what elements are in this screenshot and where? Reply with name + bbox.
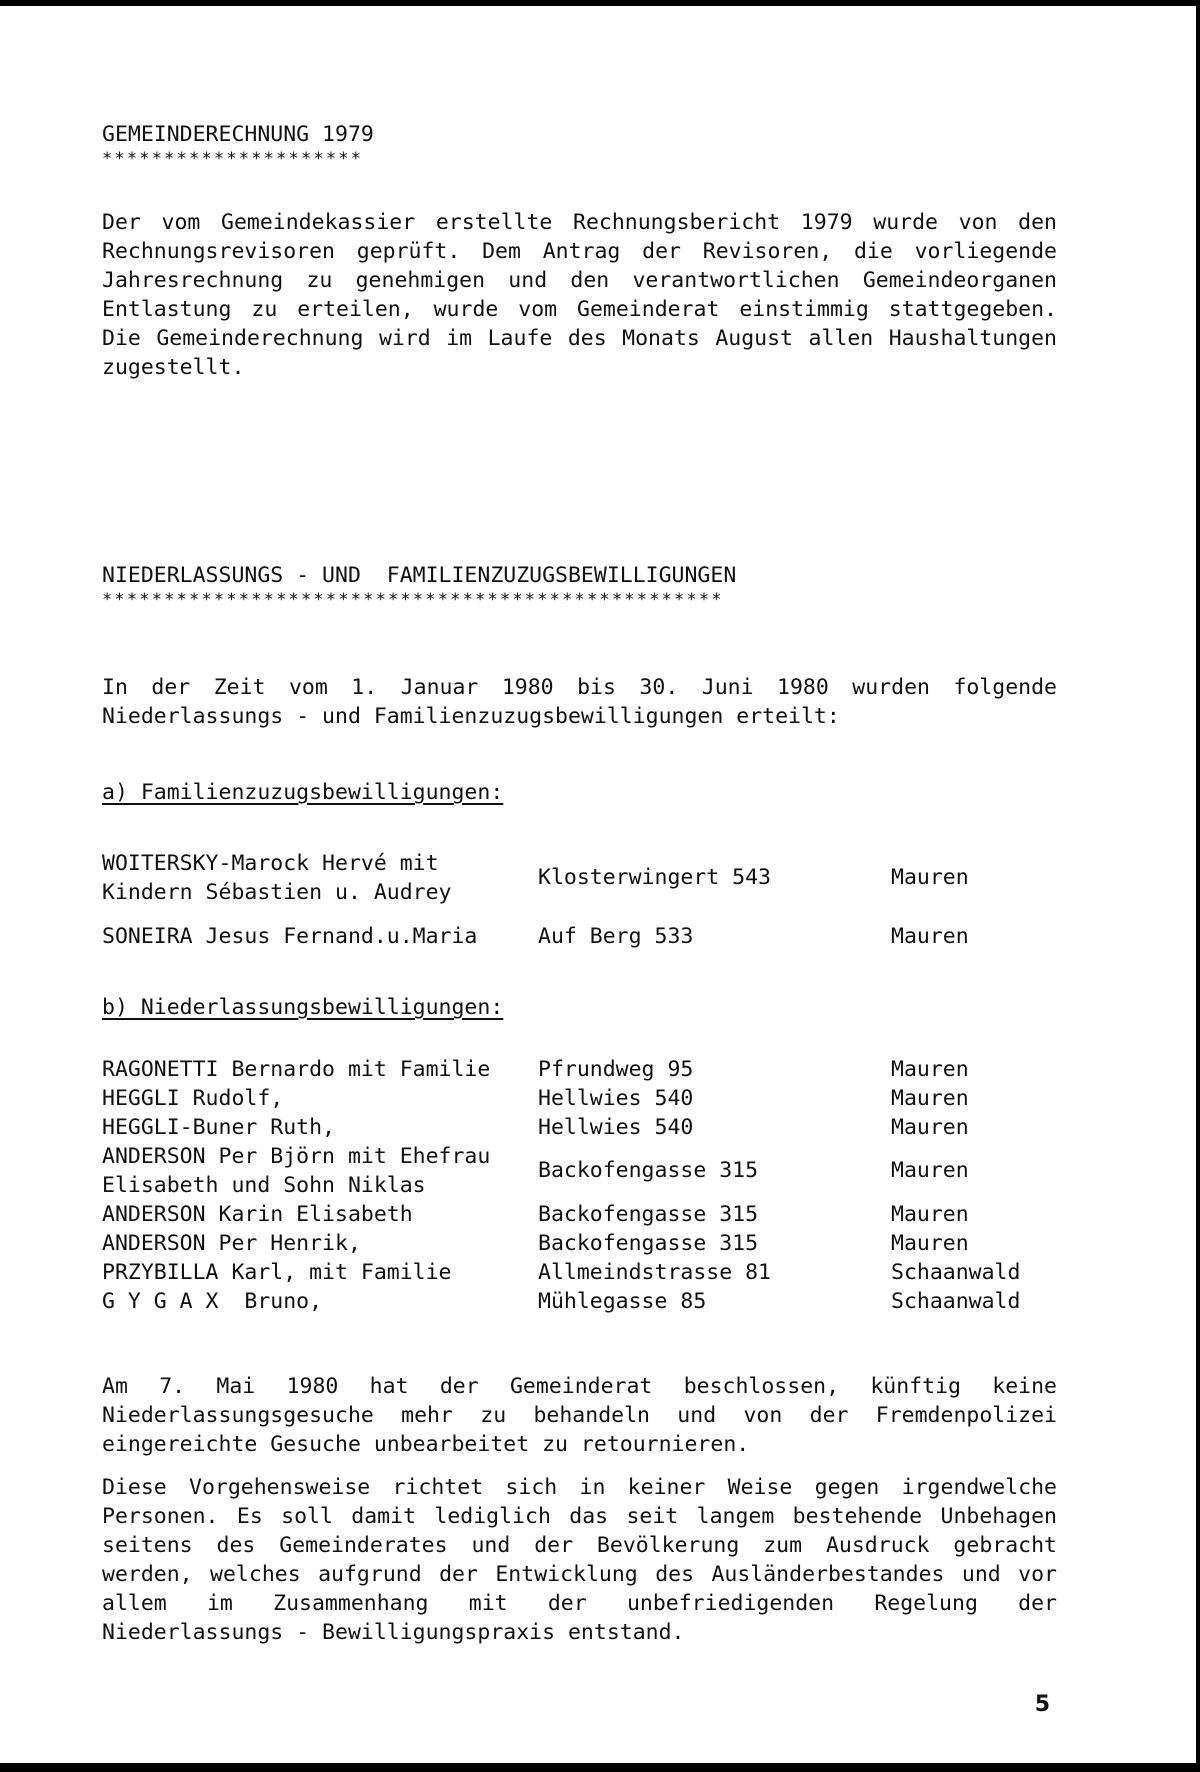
page-number: 5 [1034, 1692, 1050, 1717]
section-title-underline: ************************************************** [102, 590, 724, 610]
row-place: Mauren [891, 1231, 969, 1256]
row-name: G Y G A X Bruno, [102, 1289, 323, 1314]
row-name: ANDERSON Karin Elisabeth [102, 1202, 413, 1227]
row-place: Mauren [891, 1057, 969, 1082]
subheading-niederlassung: b) Niederlassungsbewilligungen: [102, 995, 504, 1020]
row-name: PRZYBILLA Karl, mit Familie [102, 1260, 452, 1285]
row-name-continued: Kindern Sébastien u. Audrey [102, 880, 452, 905]
row-address: Backofengasse 315 [538, 1202, 759, 1227]
row-place: Mauren [891, 924, 969, 949]
row-name: SONEIRA Jesus Fernand.u.Maria [102, 924, 478, 949]
row-place: Mauren [891, 1202, 969, 1227]
row-address: Mühlegasse 85 [538, 1289, 707, 1314]
row-address: Backofengasse 315 [538, 1158, 759, 1183]
row-name: WOITERSKY-Marock Hervé mit [102, 851, 439, 876]
table-row [102, 1258, 1062, 1287]
row-name: ANDERSON Per Henrik, [102, 1231, 361, 1256]
table-row [102, 1084, 1062, 1113]
row-name: HEGGLI Rudolf, [102, 1086, 284, 1111]
row-address: Allmeindstrasse 81 [538, 1260, 771, 1285]
row-address: Hellwies 540 [538, 1115, 694, 1140]
row-name: HEGGLI-Buner Ruth, [102, 1115, 335, 1140]
paragraph-gemeinderechnung: Der vom Gemeindekassier erstellte Rechnungsbericht 1979 wurde von den Rechnungsrevisoren geprüft. Dem Antrag der Revisoren, die vorliegende Jahresrechnung zu genehmigen und den verantwortlichen Gemeindeorganen Entlastung zu erteilen, wurde vom Gemeinderat einstimmig stattgegeben. Die Gemeinderechnung wird im Laufe des Monats August allen Haushaltungen zugestellt. [102, 210, 1057, 380]
table-row [102, 1055, 1062, 1084]
document-page [0, 6, 1196, 1763]
row-place: Mauren [891, 1158, 969, 1183]
table-row [102, 1142, 1062, 1200]
section-title-gemeinderechnung: GEMEINDERECHNUNG 1979 [102, 122, 374, 147]
row-name: ANDERSON Per Björn mit Ehefrau [102, 1144, 491, 1169]
table-row [102, 1200, 1062, 1229]
table-row [102, 849, 1062, 907]
table-row [102, 1287, 1062, 1316]
section-title-niederlassungen: NIEDERLASSUNGS - UND FAMILIENZUZUGSBEWILLIGUNGEN [102, 563, 737, 588]
table-row [102, 922, 1062, 951]
row-place: Mauren [891, 865, 969, 890]
row-address: Klosterwingert 543 [538, 865, 771, 890]
row-place: Schaanwald [891, 1260, 1021, 1285]
table-row [102, 1113, 1062, 1142]
row-address: Auf Berg 533 [538, 924, 694, 949]
row-place: Schaanwald [891, 1289, 1021, 1314]
row-name: RAGONETTI Bernardo mit Familie [102, 1057, 491, 1082]
row-address: Pfrundweg 95 [538, 1057, 694, 1082]
paragraph-closing-2: Diese Vorgehensweise richtet sich in keiner Weise gegen irgendwelche Personen. Es soll damit lediglich das seit langem bestehende Unbehagen seitens des Gemeinderates und der Bevölkerung zum Ausdruck gebracht werden, welches aufgrund der Entwicklung des Ausländerbestandes und vor allem im Zusammenhang mit der unbefriedigenden Regelung der Niederlassungs - Bewilligungspraxis entstand. [102, 1475, 1057, 1645]
section-title-underline: ********************* [102, 149, 364, 169]
row-name-continued: Elisabeth und Sohn Niklas [102, 1173, 426, 1198]
paragraph-intro: In der Zeit vom 1. Januar 1980 bis 30. Juni 1980 wurden folgende Niederlassungs - und Familienzuzugsbewilligungen erteilt: [102, 675, 1057, 729]
row-address: Hellwies 540 [538, 1086, 694, 1111]
row-address: Backofengasse 315 [538, 1231, 759, 1256]
row-place: Mauren [891, 1086, 969, 1111]
row-place: Mauren [891, 1115, 969, 1140]
paragraph-closing-1: Am 7. Mai 1980 hat der Gemeinderat beschlossen, künftig keine Niederlassungsgesuche mehr zu behandeln und von der Fremdenpolizei eingereichte Gesuche unbearbeitet zu retournieren. [102, 1374, 1057, 1457]
table-row [102, 1229, 1062, 1258]
subheading-familienzuzug: a) Familienzuzugsbewilligungen: [102, 780, 504, 805]
